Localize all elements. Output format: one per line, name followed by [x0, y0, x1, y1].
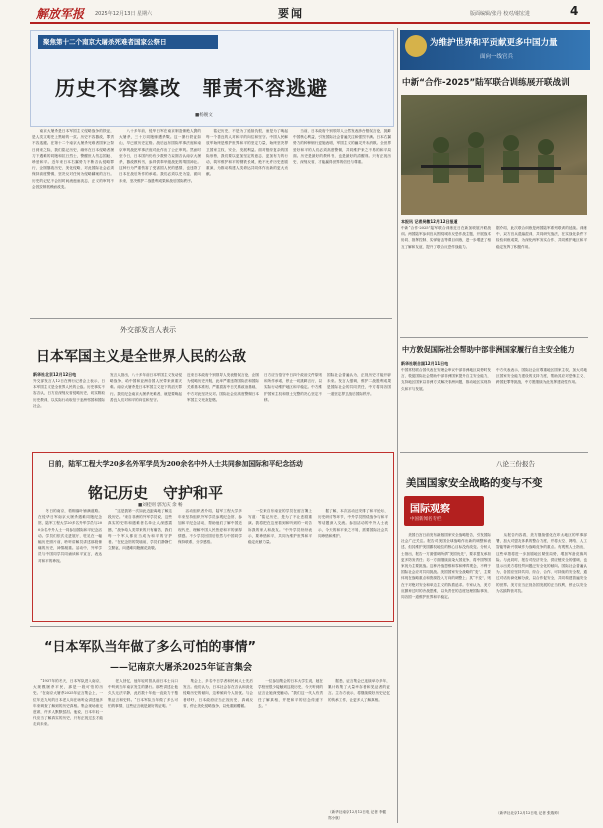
right-article1-body-col1: 中新“合作-2025”陆军联合训练近日在新加坡展开联战训。两国陆军参训官兵围绕城市反恐作战主题，开展战术协同、指挥控制、实弹射击等课目训练，进一步增进了相互了解和友谊，提升了联合反恐作战能力。 [401, 226, 491, 249]
article3-body-col3: 活动组织者介绍，陆军工程大学多年来坚持组织外军学员参观纪念馆、参加和平纪念活动，帮助他们了解中国近现代史，理解中国人民热爱和平的深厚情感。不少学员回国后依然与中国同学保持联系，分享感悟。 [178, 509, 242, 545]
masthead-editors: 版面编辑/张丹 校对/谢宏进 [470, 11, 530, 17]
right-article2-headline: 中方敦促国际社会帮助中部非洲国家履行自主安全能力 [402, 345, 575, 354]
article3-kicker: 日前，陆军工程大学20多名外军学员为200余名中外人士共同参加国际和平纪念活动 [48, 460, 303, 468]
masthead-rule [30, 22, 590, 24]
article4-body-col4: 一位参加集会的日本大学生说，她在学校里很少接触到这段历史，今天听到的证言让她深受触动。“我们这一代人有责任了解真相，并把和平的信念传递下去。” [258, 679, 323, 708]
right-article3-credit: （新华社北京12月12日电 记者 张瑞帅） [496, 811, 562, 815]
article4-subhead: ——记南京大屠杀2025年证言集会 [110, 663, 253, 673]
article2-body-col4: 日方应当恪守中日四个政治文件原则和所作承诺，停止一切挑衅言行，以实际行动维护地区和平稳定。中方维护国家主权和领土完整的决心坚定不移。 [264, 373, 322, 402]
promo-subtitle: 面向一线官兵 [480, 54, 514, 60]
feature-banner-text: 聚焦第十二个南京大屠杀死难者国家公祭日 [43, 38, 167, 46]
right-article1-body-col2: 据介绍，此次联合训练是两国陆军系列联训的延续。训练中，双方官兵混编混训，共同研究战法，在实战化条件下检验训练成果，为深化两军务实合作、共同维护地区和平稳定发挥了积极作用。 [496, 226, 587, 249]
right-article1-lead: 本报讯 记者吴敏12月12日报道 [401, 219, 458, 224]
article2-body-col1: 外交部发言人12日在例行记者会上表示，日本军国主义是全世界人民的公敌。历史事实不容否认，日方应深刻反省侵略历史，切实吸取历史教训，以实际行动取信于亚洲邻国和国际社会。 [33, 379, 105, 408]
main-body-col3: 铭记历史，不是为了延续仇恨，而是为了唤起每一个善良的人对和平的向往和坚守。中国人民解放军始终是维护世界和平的坚定力量，始终坚决捍卫国家主权、安全、发展利益。面对错综复杂的国际形势，我们要以更加坚定的意志、更加有力的行动，筑牢维护和平的钢铁长城，绝不允许历史悲剧重演，为推动构建人类命运共同体作出新的更大贡献。 [206, 129, 288, 177]
article3-headline: 铭记历史 守护和平 [88, 484, 224, 502]
right-article2-body-col1: 中国常驻联合国代表在安理会审议中部非洲地区局势时发言，敦促国际社会帮助中部非洲国家提升自主安全能力，支持地区国家以非洲方式解决非洲问题，推动地区实现持久和平与发展。 [401, 368, 491, 391]
masthead-logo: 解放军报 [36, 7, 85, 21]
column-divider [397, 28, 398, 823]
divider-1 [30, 318, 392, 319]
section-title: 要闻 [278, 7, 304, 20]
main-body-col1: 南京大屠杀是日本军国主义侵略战争的铁证，是人类文明史上黑暗的一页。历史不容篡改，罪责不容逃避。在第十二个南京大屠杀死难者国家公祭日到来之际，我们铭记历史，缅怀在日本侵略者屠刀下遇难的同胞和抗日烈士，警醒世人勿忘国耻、珍爱和平。近年来日本右翼势力不断否认侵略罪行，企图篡改历史、美化侵略，对此国际社会必须保持高度警惕，坚决反对任何为侵略翻案的言行。历史的记忆不会因时间流逝而淡忘，正义的审判不会因狡辩抵赖而改变。 [32, 129, 114, 189]
article2-body-col5: 国际社会普遍认为，正视历史才能开辟未来。发言人强调，维护二战胜利成果是国际社会的共同责任，中方将同各国一道坚定捍卫战后国际秩序。 [327, 373, 391, 396]
article4-body-col1: “1937年的冬天，日本军队进入南京，大规模屠杀平民，那是一段可怕的历史。”在南京大屠杀2025年证言集会上，一位年近九旬的日本老人向在场听众讲述他多年来调查了解到的历史真相。集会现场座无虚席，许多人默默拭泪。他说，日本年轻一代应当了解真实的历史，只有正视过去才能走向未来。 [33, 679, 103, 727]
article4-body-col5: 据悉，证言集会已连续举办多年，累计收集了大量幸存者和见证者的证言。主办方表示，将继续做好历史记忆的传承工作，让更多人了解真相。 [328, 679, 390, 702]
promo-title: 为维护世界和平贡献更多中国力量 [430, 38, 558, 48]
promo-emblem-icon [405, 35, 427, 57]
military-training-photo [401, 95, 587, 215]
divider-4 [400, 452, 588, 453]
article4-body-col3: 集会上，多名中日学者和民间人士先后发言。他们认为，日本社会存在否认和淡化侵略历史的倾向，这种倾向令人担忧。与会者呼吁，日本政府应当正视历史、真诚反省，停止美化侵略战争，以免重蹈覆辙。 [183, 679, 253, 708]
divider-2 [30, 626, 392, 627]
right-article3-body-col1: 美国白宫日前发布新版国家安全战略报告，引发国际社会广泛关注。报告对美国全球战略作出新的调整和表述，但其维护美国霸权地位的核心目标没有改变。分析人士指出，报告一方面强调所谓“美国优先”，要求盟友承担更多防务责任；另一方面继续渲染大国竞争，将中国等国家视为主要挑战。这种冷战思维和零和博弈观念，不利于国际社会应对共同挑战。美国国家安全战略的“变”，主要体现在战略重点和资源投入方向的调整上；其“不变”，则在于对绝对安全和单边主义的执着追求。专家认为，美方应摒弃过时的冷战思维，以负责任的态度处理国际事务，同各国一道维护世界和平稳定。 [401, 533, 491, 600]
main-byline: ■杨婉文 [195, 113, 213, 118]
soldiers-image [401, 95, 587, 215]
right-article1-headline: 中新“合作-2025”陆军联合训练展开联战训 [402, 78, 570, 88]
article3-body-col1: 冬日的南京，梧桐落叶铺满道路。在侵华日军南京大屠杀遇难同胞纪念馆，陆军工程大学20多名外军学员与200余名中外人士一同参加国际和平纪念活动。学员们依次走进展厅，驻足在一幅幅历史照片前，聆听讲解员讲述那段惨痛的历史，神情凝重。活动中，外军学员与中国同学共同诵读和平宣言，表达对和平的珍视。 [38, 509, 102, 563]
article3-body-col4: 一位来自东南亚的学员在留言簿上写道：“铭记历史，是为了不让悲剧重演。我将把在这里看到和听到的一切告诉我的家人和战友。”中外学员纷纷表示，要珍惜和平，共同为维护世界和平稳定贡献力量。 [248, 509, 312, 545]
article3-body-col5: 据了解，本次活动还安排了和平论坛、历史研讨等环节，中外学员围绕战争与和平等话题深入交流。参加活动的中外人士表示，今天的和平来之不易，需要国际社会共同珍惜和维护。 [318, 509, 388, 538]
main-headline: 历史不容篡改 罪责不容逃避 [55, 76, 328, 100]
divider-3 [400, 337, 588, 338]
main-body-col4: 当前，日本政府个别领导人公然发表涉台错误言论，挑衅中国核心利益，引发国际社会普遍关注和强烈不满。日本右翼势力的种种倒行逆施表明，军国主义的幽灵并未消散。全世界爱好和平的人们必须高度警惕，共同维护来之不易的和平局面。历史是最好的教科书，也是最好的清醒剂。只有正视历史、深刻反省，才能赢得世界的信任与尊重。 [293, 129, 391, 165]
article4-credit: （新华社南京12月12日电 记者 李健 郑小航） [328, 810, 387, 820]
article2-lead: 新华社北京12月12日电 [33, 372, 77, 377]
article2-body-col3: 近来日本政府个别领导人发表错误言论，企图为侵略历史开脱，此举严重违背国际法和国际关系基本准则，严重损害中日关系政治基础，中方对此坚决反对。国际社会应高度警惕日本军国主义死灰复燃。 [187, 373, 259, 402]
article2-headline: 日本军国主义是全世界人民的公敌 [36, 349, 246, 365]
article2-kicker: 外交部发言人表示 [120, 326, 176, 334]
right-article3-headline: 美国国家安全战略的变与不变 [406, 477, 543, 489]
right-article3-body-col2: 从报告内容看，美方继续强化在印太地区的军事部署，加大对盟友体系的整合力度，并将太空、网络、人工智能等新兴领域作为战略竞争的重点。有观察人士指出，这些举措将进一步加剧地区紧张局势，增加军备竞赛风险。与此同时，报告对经济安全、供应链安全的强调，也显示出美方将经贸问题泛安全化的倾向。国际社会普遍认为，各国应坚持共同、综合、合作、可持续的安全观，通过对话协商化解分歧，以合作促安全，共同构建普遍安全的世界。美方应当正视各国发展的正当权利，停止以安全为名搞阵营对抗。 [496, 533, 587, 593]
article4-headline: “日本军队当年做了多么可怕的事情” [44, 640, 257, 655]
column-badge-sublabel: 中国新闻名专栏 [410, 517, 442, 522]
right-article2-body-col2: 中方代表表示，国际社会应尊重地区国家主权，加大对地区国家安全能力建设的支持力度，帮助其应对恐怖主义、跨国犯罪等挑战，中方愿继续为此发挥建设性作用。 [496, 368, 587, 385]
article3-body-col2: “这是我第一次如此近距离地了解这段历史。”来自非洲的外军学员说，这些真实的史料和遇难者名单让人深感震撼，“战争给人类带来的只有痛苦，我们每一个军人都应当成为和平的守护者。”在纪念馆的哭墙前，学员们静静伫立默哀，向遇难同胞献花致敬。 [108, 509, 172, 551]
page-number: 4 [570, 4, 579, 18]
article2-body-col2: 发言人指出，八十多年前日本军国主义发动侵略战争，给中国和亚洲各国人民带来深重灾难。南京大屠杀是日本军国主义犯下的滔天罪行。我们纪念南京大屠杀死难者，就是要唤起善良人们对和平的向往和坚守。 [110, 373, 182, 402]
column-badge-label: 国际观察 [410, 504, 450, 515]
right-article3-kicker: 八论三份报告 [496, 460, 535, 468]
right-article2-lead: 新华社联合国12月11日电 [401, 361, 449, 366]
article4-body-col2: 老人回忆，他年轻时曾从前日本士兵口中听到当年南京发生的暴行。那些讲述让他久久无法平静，此后数十年他一直致力于搜集证言和史料。“日本军队当年做了多么可怕的事情，这些证言就是最好的证明。” [108, 679, 178, 708]
masthead-date: 2025年12月13日 星期六 [95, 11, 153, 17]
main-body-col2: 八十多年前，侵华日军在南京制造惨绝人寰的大屠杀，三十万同胞惨遭杀戮。这一暴行铁证如山，早已被历史定格。战后远东国际军事法庭和南京审判战犯军事法庭对此作出了公正审判。然而时至今日，日本国内仍有少数势力妄图否认南京大屠杀，篡改教科书，参拜供奉甲级战犯的靖国神社。这种行为严重伤害了受害国人民的感情，也违背了日本在战后所作的承诺。我们必须以史为鉴、面向未来，坚决维护二战胜利成果和战后国际秩序。 [119, 129, 201, 183]
article3-byline: ■刘桂则 郭光庆 余 畅 [138, 503, 183, 508]
